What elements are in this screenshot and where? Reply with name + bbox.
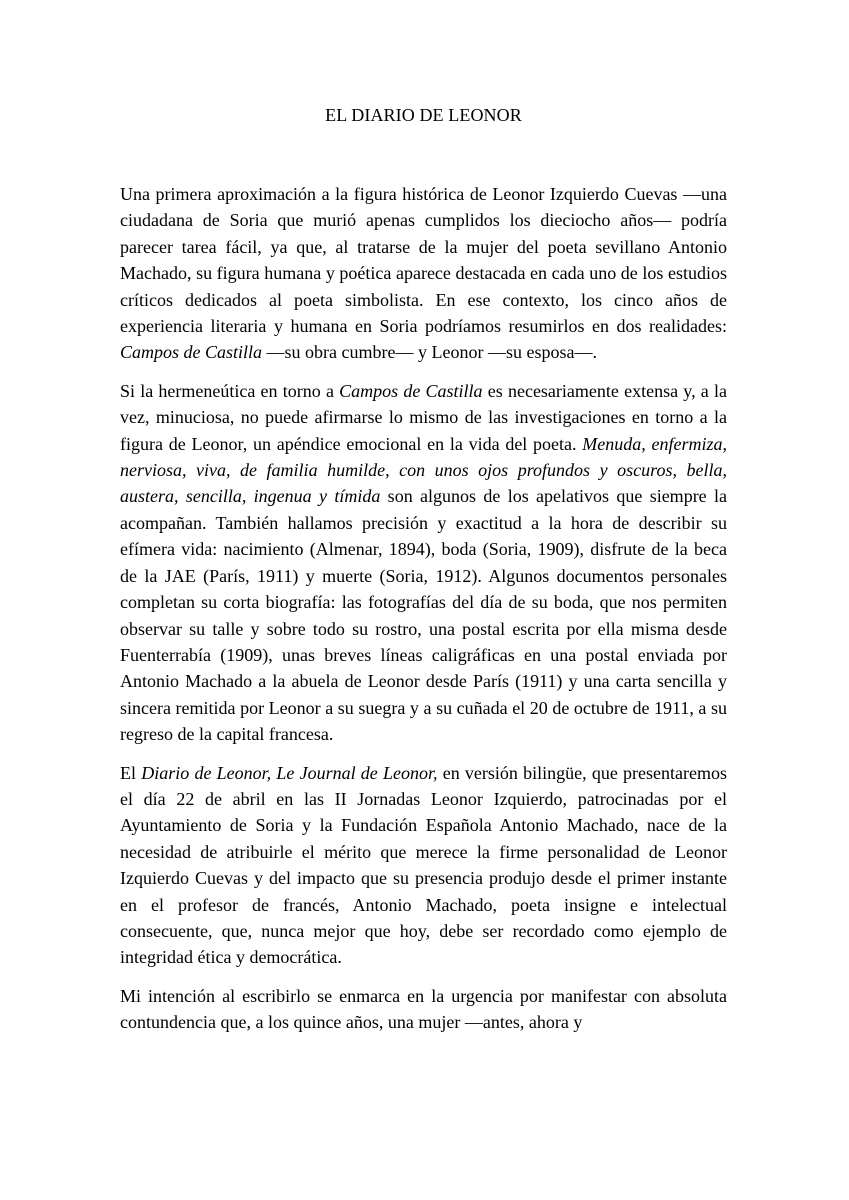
document-body xyxy=(120,181,727,1036)
paragraph xyxy=(120,378,727,748)
text-run: Si la hermeneútica en torno a xyxy=(120,380,340,401)
paragraph xyxy=(120,760,727,971)
text-run: en versión bilingüe, que presentaremos el día 22 de abril en las II Jornadas Leonor Izquierdo, patrocinadas por el Ayuntamiento de Soria y la Fundación Española Antonio Machado, nace de la necesidad de atribuirle el mérito que merece la firme personalidad de Leonor Izquierdo Cuevas y del impacto que su presencia produjo desde el primer instante en el profesor de francés, Antonio Machado, poeta insigne e intelectual consecuente, que, nunca mejor que hoy, debe ser recordado como ejemplo de integridad ética y democrática. xyxy=(120,762,728,968)
document-title: EL DIARIO DE LEONOR xyxy=(325,105,522,125)
italic-text: Menuda, enfermiza, nerviosa, viva, de familia humilde, con unos ojos profundos y oscuros, bella, austera, sencilla, ingenua y tímida xyxy=(120,433,727,507)
text-run: es necesariamente extensa y, a la vez, minuciosa, no puede afirmarse lo mismo de las investigaciones en torno a la figura de Leonor, un apéndice emocional en la vida del poeta. xyxy=(120,380,727,454)
text-run: son algunos de los apelativos que siempre la acompañan. También hallamos precisión y exactitud a la hora de describir su efímera vida: nacimiento (Almenar, 1894), boda (Soria, 1909), disfrute de la beca de la JAE (París, 1911) y muerte (Soria, 1912). Algunos documentos personales completan su corta biografía: las fotografías del día de su boda, que nos permiten observar su talle y sobre todo su rostro, una postal escrita por ella misma desde Fuenterrabía (1909), unas breves líneas caligráficas en una postal enviada por Antonio Machado a la abuela de Leonor desde París (1911) y una carta sencilla y sincera remitida por Leonor a su suegra y a su cuñada el 20 de octubre de 1911, a su regreso de la capital francesa. xyxy=(120,486,728,745)
text-run: El xyxy=(120,762,142,783)
italic-text: Diario de Leonor, Le Journal de Leonor, xyxy=(141,762,438,783)
paragraph xyxy=(120,983,727,1036)
text-run: Una primera aproximación a la figura histórica de Leonor Izquierdo Cuevas —una ciudadana de Soria que murió apenas cumplidos los dieciocho años— podría parecer tarea fácil, ya que, al tratarse de la mujer del poeta sevillano Antonio Machado, su figura humana y poética aparece destacada en cada uno de los estudios críticos dedicados al poeta simbolista. En ese contexto, los cinco años de experiencia literaria y humana en Soria podríamos resumirlos en dos realidades: xyxy=(120,184,727,337)
text-run: Mi intención al escribirlo se enmarca en la urgencia por manifestar con absoluta contundencia que, a los quince años, una mujer —antes, ahora y xyxy=(120,985,727,1033)
italic-text: Campos de Castilla xyxy=(339,380,483,401)
italic-text: Campos de Castilla xyxy=(120,342,263,363)
text-run: —su obra cumbre— y Leonor —su esposa—. xyxy=(262,342,597,363)
paragraph xyxy=(120,181,727,366)
